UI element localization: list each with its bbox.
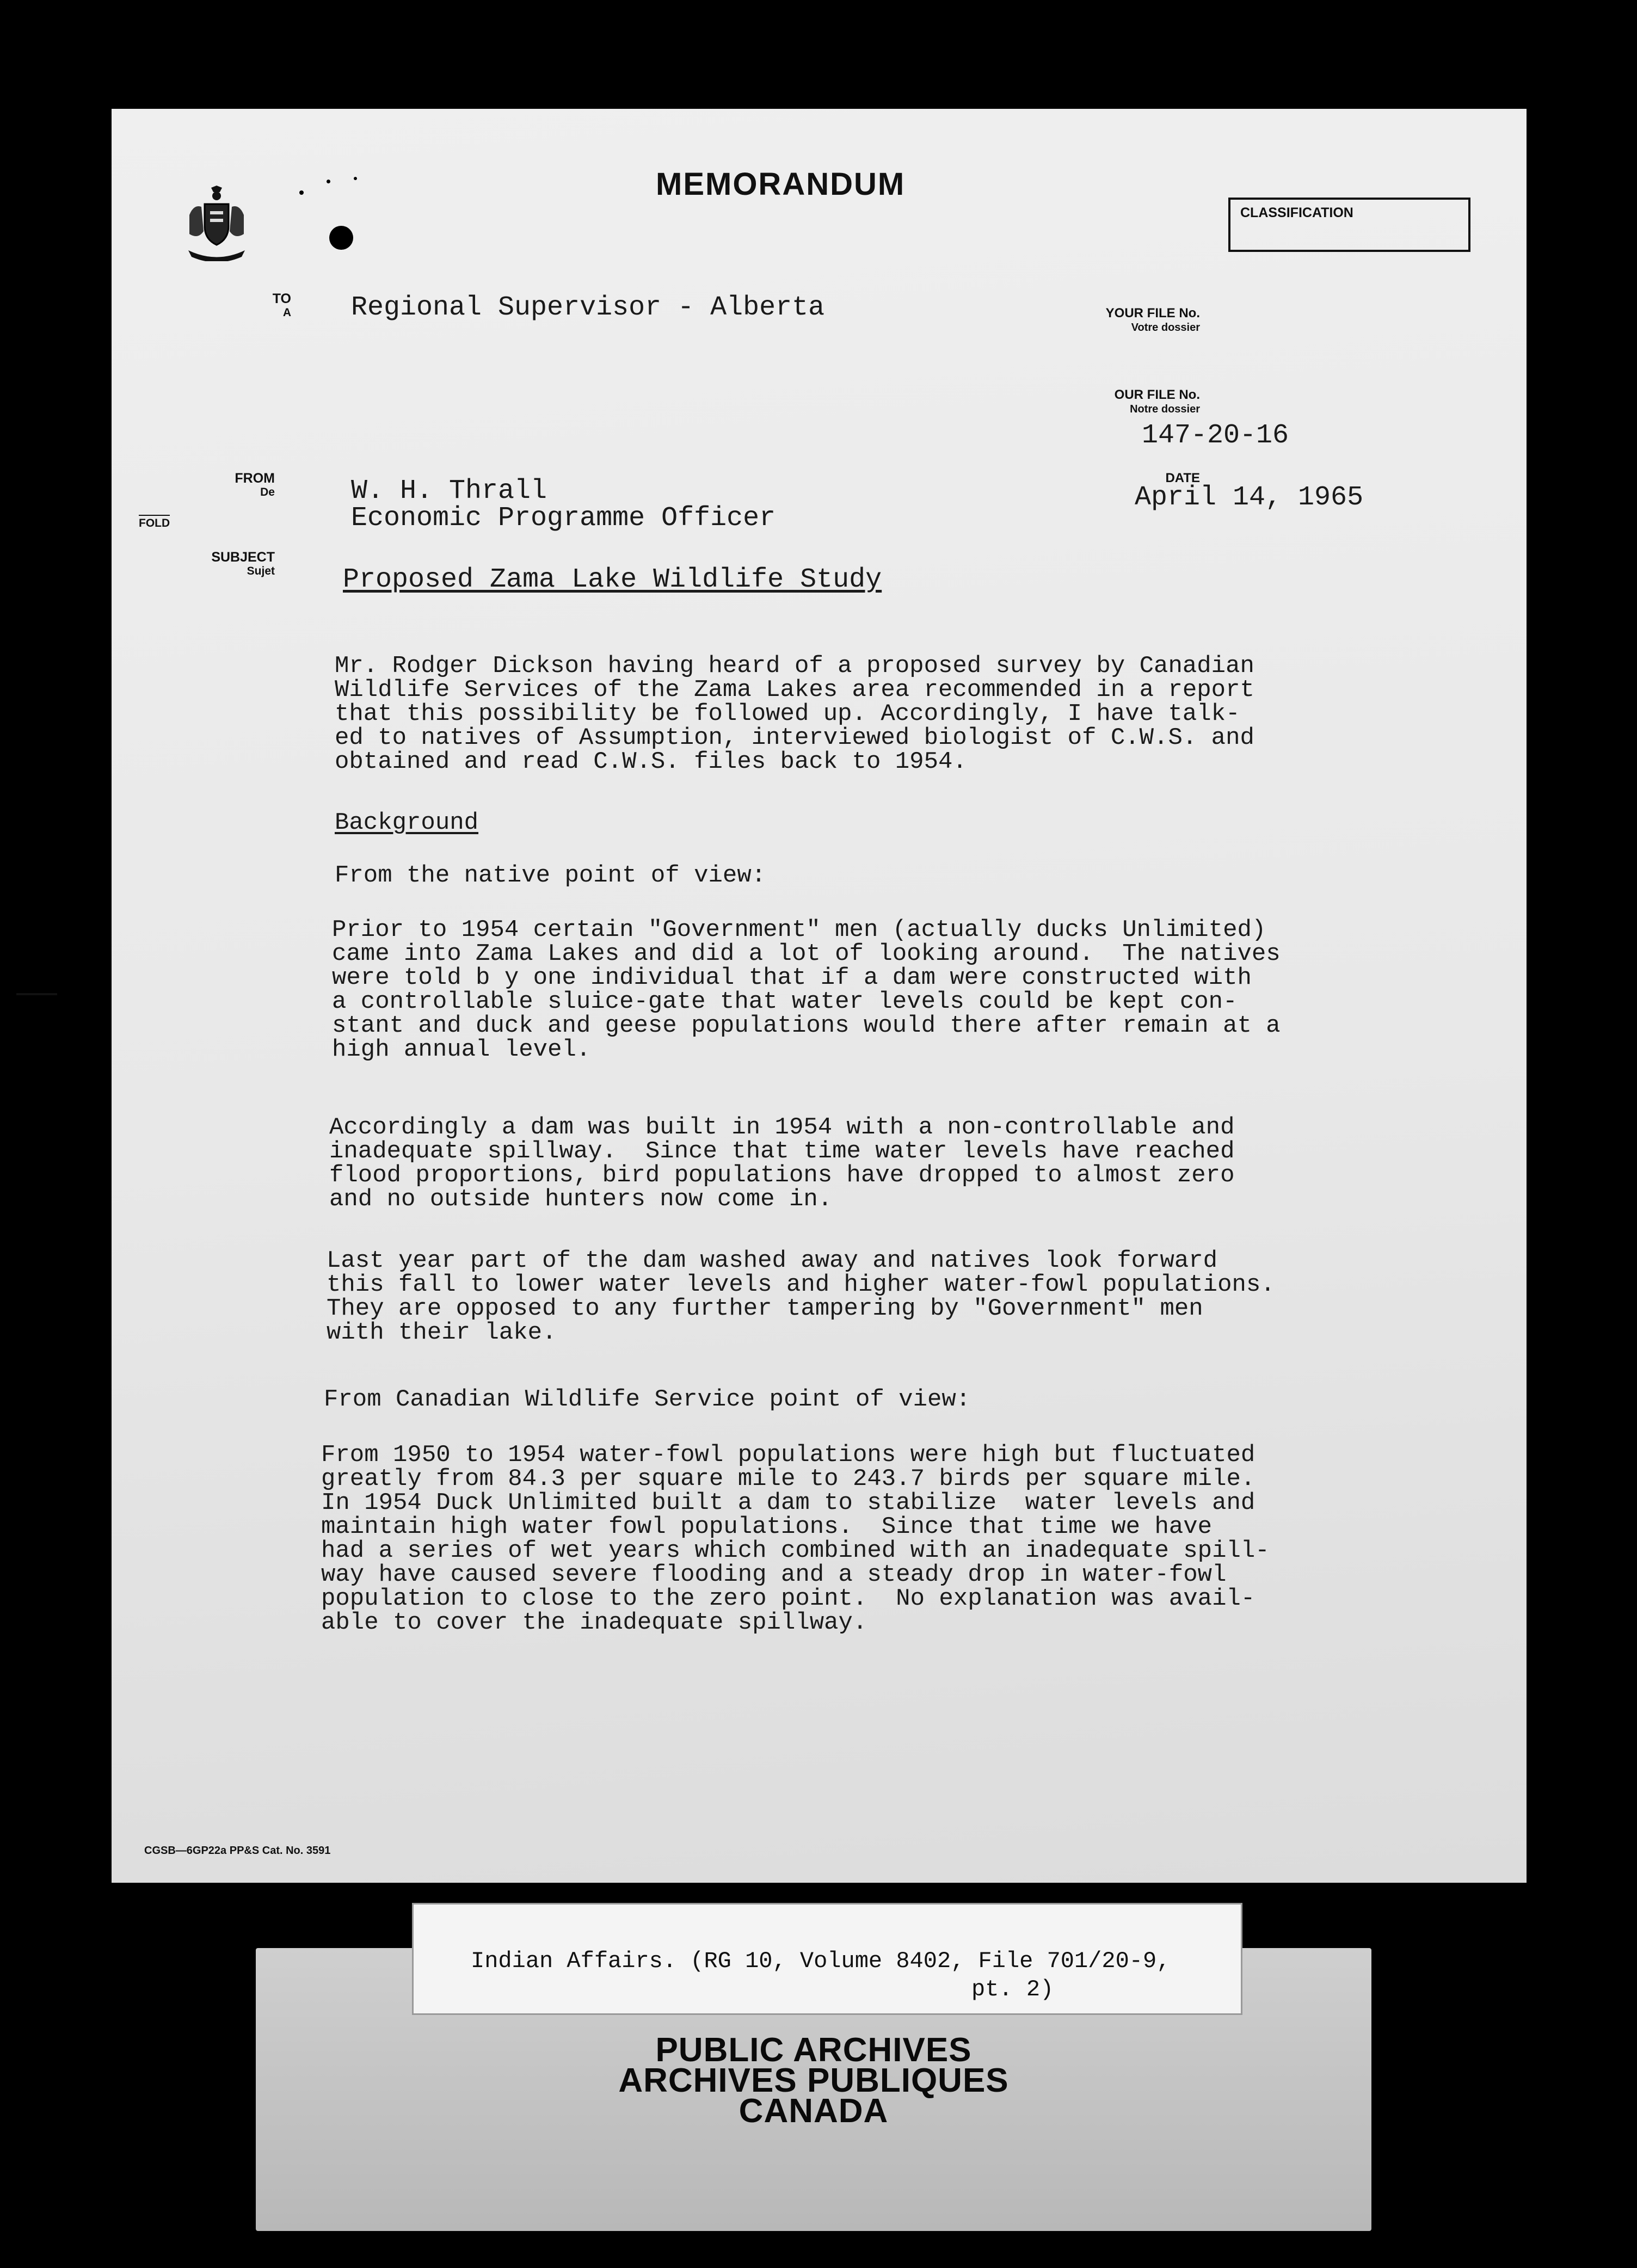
our-file-number: 147-20-16 (1142, 420, 1289, 451)
subject-label-fr: Sujet (247, 565, 275, 577)
ink-speck (299, 190, 304, 195)
to-label-fr: A (282, 306, 291, 319)
coat-of-arms-icon (184, 185, 249, 261)
native-heading: From the native point of view: (335, 862, 766, 889)
form-number: CGSB—6GP22a PP&S Cat. No. 3591 (144, 1845, 331, 1857)
native-paragraph-1: Prior to 1954 certain "Government" men (actually ducks Unlimited) came into Zama Lakes and did a lot of looking around. The natives were told b y one individual that if a dam were constructed with a controllable sluice-gate that water levels could be kept con- stant and duck and geese populations would there after remain at a high annual level. (332, 916, 1281, 1063)
native-paragraph-2: Accordingly a dam was built in 1954 with a non-controllable and inadequate spillway. Since that time water levels have reached flood proportions, bird populations have dropped to almost zero and no outside hunters now come in. (329, 1114, 1235, 1213)
ink-speck (354, 177, 357, 180)
archives-stamp-line-3: CANADA (739, 2092, 889, 2130)
subject-line: Proposed Zama Lake Wildlife Study (343, 564, 882, 595)
your-file-label-fr: Votre dossier (1131, 322, 1200, 334)
date-label-en: DATE (1165, 471, 1200, 485)
our-file-label-en: OUR FILE No. (1114, 387, 1200, 402)
to-label (226, 291, 291, 319)
sender-name: W. H. Thrall (351, 476, 547, 507)
ink-spot (329, 226, 353, 250)
intro-paragraph: Mr. Rodger Dickson having heard of a proposed survey by Canadian Wildlife Services of the Zama Lakes area recommended in a report that this possibility be followed up. Accordingly, I have talk- ed to natives of Assumption, interviewed biologist of C.W.S. and obtained and read C.W.S. files back to 1954. (335, 652, 1254, 775)
recipient: Regional Supervisor - Alberta (351, 292, 825, 323)
archives-stamp-line-2: ARCHIVES PUBLIQUES (618, 2062, 1009, 2099)
background-heading: Background (335, 809, 479, 836)
cws-paragraph-1: From 1950 to 1954 water-fowl populations were high but fluctuated greatly from 84.3 per square mile to 243.7 birds per square mile. In 1954 Duck Unlimited built a dam to stabilize water levels and maintain high water fowl populations. Since that time we have had a series of wet years which combined with an inadequate spill- way have caused severe flooding and a steady drop in water-fowl population to close to the zero point. No explanation was avail- able to cover the inadequate spillway. (321, 1441, 1270, 1636)
cws-heading: From Canadian Wildlife Service point of view: (324, 1386, 971, 1413)
margin-mark (16, 993, 57, 995)
memo-date: April 14, 1965 (1135, 482, 1364, 513)
memorandum-title: MEMORANDUM (656, 167, 906, 202)
native-paragraph-3: Last year part of the dam washed away and natives look forward this fall to lower water levels and higher water-fowl populations. They are opposed to any further tampering by "Government" men with their lake. (327, 1247, 1275, 1346)
from-label-en: FROM (235, 471, 275, 486)
archives-stamp-line-1: PUBLIC ARCHIVES (655, 2031, 972, 2069)
citation-line-1: Indian Affairs. (RG 10, Volume 8402, File 701/20-9, (471, 1948, 1171, 1974)
sender-title: Economic Programme Officer (351, 503, 776, 534)
citation-line-2: pt. 2) (971, 1976, 1054, 2002)
subject-label (210, 550, 275, 578)
our-file-label (1037, 387, 1200, 416)
our-file-label-fr: Notre dossier (1130, 403, 1200, 415)
classification-label: CLASSIFICATION (1240, 205, 1353, 220)
subject-label-en: SUBJECT (211, 550, 275, 565)
memo-page (112, 109, 1527, 1883)
classification-box (1228, 198, 1470, 252)
to-label-en: TO (272, 291, 291, 306)
from-label (210, 471, 275, 499)
your-file-label (1037, 306, 1200, 334)
citation-slip (414, 1905, 1241, 2013)
your-file-label-en: YOUR FILE No. (1105, 306, 1200, 321)
from-label-fr: De (260, 486, 275, 498)
ink-speck (327, 180, 330, 183)
fold-mark: FOLD (139, 515, 170, 530)
